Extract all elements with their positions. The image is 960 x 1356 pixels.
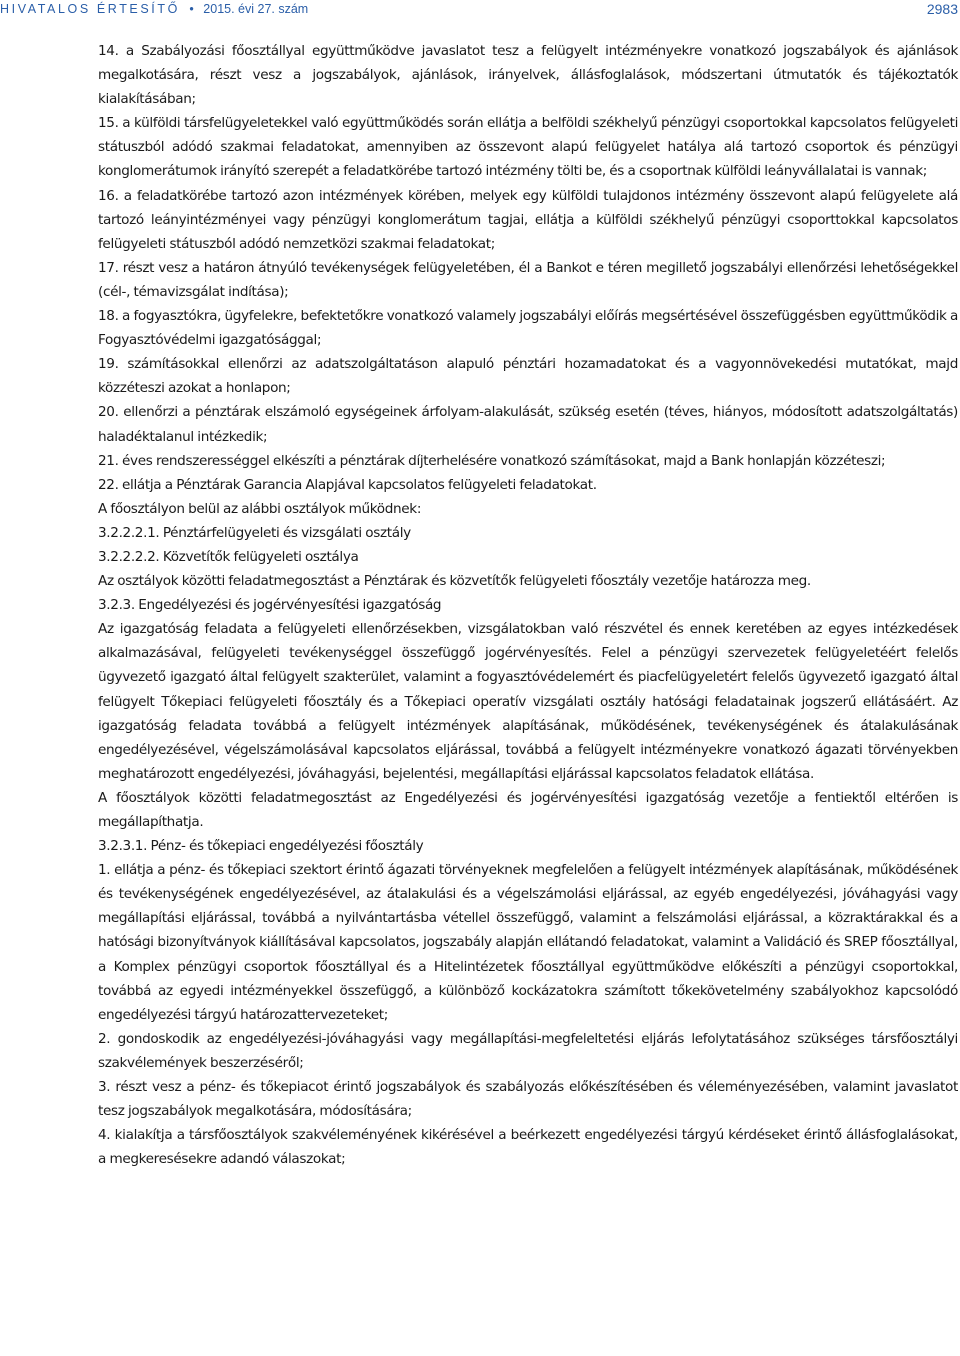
running-head — [0, 2, 308, 16]
paragraph-22: 22. ellátja a Pénztárak Garancia Alapjával kapcsolatos felügyeleti feladatokat. — [98, 476, 597, 493]
section-heading-3-2-2-2-2: 3.2.2.2.2. Közvetítők felügyeleti osztálya — [98, 548, 359, 565]
paragraph-16: 16. a feladatkörébe tartozó azon intézmények körében, melyek egy külföldi tulajdonos intézmény összevont alapú felügyelete alá tartozó leányintézményei vagy pénzügyi konglomerátum tagjai, ellátja a külföldi székhelyű pénzügyi csoporttokkal kapcsolatos felügyeleti státuszból adódó nemzetközi szakmai feladatokat; — [98, 187, 958, 252]
directorate-description: Az igazgatóság feladata a felügyeleti ellenőrzésekben, vizsgálatokban való részvétel és ennek keretében az egyes intézkedések alkalmazásával, felügyeleti tevékenységgel összefüggő jogérvényesítés. Felel a pénzügyi szervezetek felügyeletéért felelős ügyvezető igazgató által felügyelt szakterület, valamint a fogyasztóvédelemért és piacfelügyeletért felelős ügyvezető igazgató által felügyelt Tőkepiaci felügyeleti főosztály és a Tőkepiaci operatív vizsgálati osztály hatósági feladatainak jogszerű ellátásáért. Az igazgatóság feladata továbbá a felügyelt intézmények alapításának, működésének, tevékenységének és átalakulásának engedélyezésével, végelszámolásával kapcsolatos eljárással, továbbá a felügyelt intézményekre vonatkozó ágazati törvényekben meghatározott engedélyezési, jóváhagyási, bejelentési, megállapítási eljárással kapcsolatos feladatok ellátása. — [98, 621, 958, 782]
paragraph-18: 18. a fogyasztókra, ügyfelekre, befektetőkre vonatkozó valamely jogszabályi előírás megsértésével összefüggésben együttműködik a Fogyasztóvédelmi igazgatósággal; — [98, 308, 958, 349]
departments-intro: A főosztályon belül az alábbi osztályok működnek: — [98, 500, 422, 517]
page-number: 2983 — [926, 1, 958, 17]
document-body — [98, 39, 958, 1171]
paragraph-17: 17. részt vesz a határon átnyúló tevékenységek felügyeletében, él a Bankot e téren megillető jogszabályi ellenőrzési lehetőségekkel (cél-, témavizsgálat indítása); — [98, 259, 958, 300]
section-heading-3-2-3-1: 3.2.3.1. Pénz- és tőkepiaci engedélyezési főosztály — [98, 838, 424, 855]
task-division-note: Az osztályok közötti feladatmegosztást a Pénztárak és közvetítők felügyeleti főosztály vezetője határozza meg. — [98, 573, 811, 590]
licensing-item-1: 1. ellátja a pénz- és tőkepiaci szektort érintő ágazati törvényeknek megfelelően a felügyelt intézmények alapításának, működésének és tevékenységének engedélyezésével, az átalakulási és a végelszámolási eljárással, az egyéb engedélyezési, jóváhagyási vagy megállapítási eljárással, továbbá a nyilvántartásba vétellel összefüggő, valamint a felszámolási eljárással, a közraktárakkal és a hatósági bizonyítványok kiállításával kapcsolatos, jogszabály alapján ellátandó feladatokat, valamint a Validáció és SREP főosztállyal, a Komplex pénzügyi csoportok főosztállyal és a Hitelintézetek főosztállyal együttműködve előkészíti a pénzügyi csoportokkal, továbbá az egyedi intézményekkel összefüggő, a különböző kockázatokra számított tőkekövetelmény szabályokhoz kapcsolódó engedélyezési tárgyú határozattervezeteket; — [98, 862, 958, 1023]
journal-title: HIVATALOS ÉRTESÍTŐ — [0, 2, 180, 16]
page-header — [0, 0, 960, 20]
issue-label: 2015. évi 27. szám — [203, 2, 309, 16]
section-heading-3-2-2-2-1: 3.2.2.2.1. Pénztárfelügyeleti és vizsgálati osztály — [98, 524, 411, 541]
paragraph-15: 15. a külföldi társfelügyeletekkel való együttműködés során ellátja a belföldi székhelyű pénzügyi csoportokkal kapcsolatos felügyeleti státuszból adódó szakmai feladatokat, amennyiben az összevont alapú felügyelet hatálya alá tartozó csoportok és pénzügyi konglomerátumok irányító szerepét a feladatkörébe tartozó intézmény tölti be, és a csoportnak külföldi leányvállalatai is vannak; — [98, 115, 958, 180]
paragraph-19: 19. számításokkal ellenőrzi az adatszolgáltatáson alapuló pénztári hozamadatokat és a vagyonnövekedési mutatókat, majd közzéteszi azokat a honlapon; — [98, 356, 958, 397]
directorate-task-division: A főosztályok közötti feladatmegosztást az Engedélyezési és jogérvényesítési igazgatóság vezetője a fentiektől eltérően is megállapíthatja. — [98, 789, 958, 830]
licensing-item-4: 4. kialakítja a társfőosztályok szakvéleményének kikérésével a beérkezett engedélyezési tárgyú kérdéseket érintő állásfoglalásokat, a megkeresésekre adandó válaszokat; — [98, 1127, 958, 1168]
paragraph-20: 20. ellenőrzi a pénztárak elszámoló egységeinek árfolyam-alakulását, szükség esetén (téves, hiányos, módosított adatszolgáltatás) haladéktalanul intézkedik; — [98, 404, 958, 445]
paragraph-21: 21. éves rendszerességgel elkészíti a pénztárak díjterhelésére vonatkozó számításokat, majd a Bank honlapján közzéteszi; — [98, 452, 886, 469]
licensing-item-3: 3. részt vesz a pénz- és tőkepiacot érintő jogszabályok és szabályozás előkészítésében és véleményezésében, valamint javaslatot tesz jogszabályok megalkotására, módosítására; — [98, 1079, 958, 1120]
section-heading-3-2-3: 3.2.3. Engedélyezési és jogérvényesítési igazgatóság — [98, 597, 442, 614]
paragraph-14: 14. a Szabályozási főosztállyal együttműködve javaslatot tesz a felügyelt intézményekre vonatkozó jogszabályok és ajánlások megalkotására, részt vesz a jogszabályok, ajánlások, irányelvek, állásfoglalások, módszertani útmutatók és tájékoztatók kialakításában; — [98, 43, 958, 108]
licensing-item-2: 2. gondoskodik az engedélyezési-jóváhagyási vagy megállapítási-megfeleltetési eljárás lefolytatásához szükséges társfőosztályi szakvélemények beszerzéséről; — [98, 1030, 958, 1071]
header-bullet: • — [189, 2, 194, 16]
